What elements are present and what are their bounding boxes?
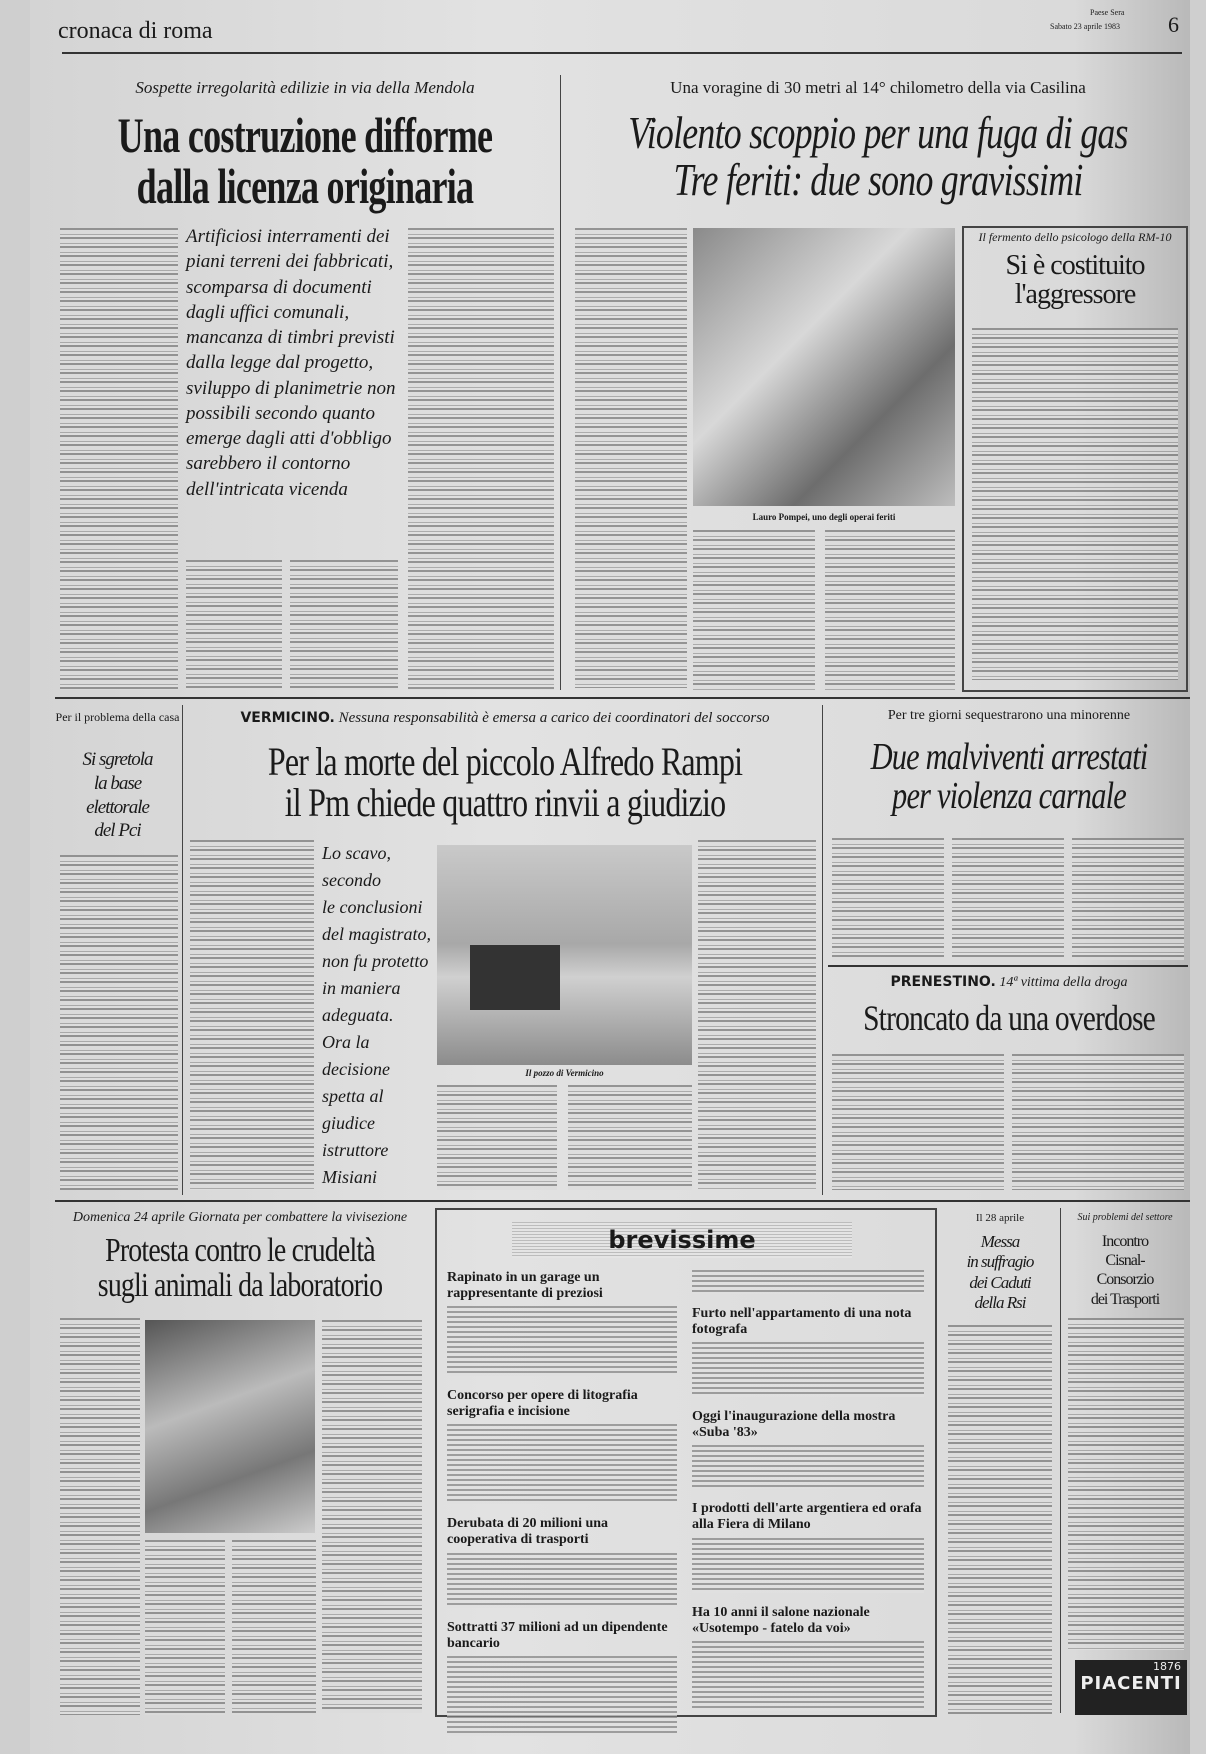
article-text: [145, 1540, 225, 1715]
headline-line: Due malviventi arrestati: [870, 736, 1148, 778]
headline: [964, 252, 1186, 309]
date: Sabato 23 aprile 1983: [1050, 22, 1120, 31]
headline-line: dalla licenza originaria: [136, 158, 474, 214]
article-text: [232, 1540, 316, 1715]
headline-line: il Pm chiede quattro rinvii a giudizio: [284, 779, 726, 825]
headline-line: Protesta contro le crudeltà: [105, 1232, 375, 1269]
photo-caption: Lauro Pompei, uno degli operai feriti: [752, 512, 896, 522]
article-text: [186, 560, 282, 690]
article-text: [1012, 1054, 1184, 1190]
kicker: Una voragine di 30 metri al 14° chilometro della via Casilina: [670, 78, 1086, 97]
article-text: [1072, 838, 1184, 960]
headline-line: Si è costituito: [1005, 250, 1145, 281]
headline: [190, 739, 820, 825]
article-text: [575, 228, 687, 688]
headline: [828, 738, 1190, 816]
masthead: Paese Sera: [1090, 8, 1125, 17]
article-text: [948, 1325, 1052, 1715]
brief-item: Furto nell'appartamento di una nota fotografa: [692, 1306, 924, 1397]
headline: [565, 107, 1190, 205]
article-text: [290, 560, 398, 690]
brevissime-col-left: [447, 1270, 677, 1748]
headline-line: sugli animali da laboratorio: [97, 1266, 383, 1304]
kicker: [828, 974, 1190, 991]
headline: [828, 1000, 1190, 1037]
kicker-text: Nessuna responsabilità è emersa a carico dei coordinatori del soccorso: [338, 710, 770, 726]
section-title: cronaca di roma: [58, 18, 213, 44]
brief-item: I prodotti dell'arte argentiera ed orafa alla Fiera di Milano: [692, 1501, 924, 1592]
headline: [55, 748, 180, 843]
kicker: Il fermento dello psicologo della RM-10: [978, 230, 1172, 244]
section-rule: [55, 1200, 1190, 1202]
kicker: Sui problemi del settore: [1077, 1212, 1173, 1223]
kicker-label: PRENESTINO.: [890, 974, 996, 990]
brief-item: Sottratti 37 milioni ad un dipendente bancario: [447, 1620, 677, 1736]
header-rule: [62, 52, 1182, 54]
article-text: [952, 838, 1064, 960]
headline-line: Si sgretola: [82, 749, 153, 770]
article-text: [60, 228, 178, 690]
column-rule: [560, 75, 561, 690]
article-text: [408, 228, 554, 690]
deck: Lo scavo, secondo le conclusioni del magistrato, non fu protetto in maniera adeguata. Ora la decisione spetta al giudice istruttore Misiani: [322, 843, 432, 1187]
article-text: [832, 1054, 1004, 1190]
deck: Artificiosi interramenti dei piani terreni dei fabbricati, scomparsa di documenti dagli uffici comunali, mancanza di timbri previsti dalla legge dal progetto, sviluppo di planimetrie non possibili secondo quanto emerge dagli atti d'obbligo sarebbero il contorno dell'intricata vicenda: [186, 226, 396, 500]
kicker: Per tre giorni sequestrarono una minorenne: [887, 708, 1131, 723]
column-rule: [182, 705, 183, 1195]
brief-item: Ha 10 anni il salone nazionale «Usotempo - fatelo da voi»: [692, 1605, 924, 1711]
headline-line: la base: [93, 772, 142, 794]
brief-item: Concorso per opere di litografia serigrafia e incisione: [447, 1388, 677, 1504]
brief-item: Rapinato in un garage un rappresentante di preziosi: [447, 1270, 677, 1376]
article-text: [698, 840, 816, 1190]
kicker: Sospette irregolarità edilizie in via della Mendola: [135, 78, 475, 97]
kicker: Domenica 24 aprile Giornata per combattere la vivisezione: [72, 1210, 408, 1225]
photo-injured-worker: [693, 228, 955, 506]
brevissime-box: [435, 1208, 937, 1717]
ad-year: 1876: [1153, 1660, 1181, 1673]
kicker: [190, 710, 820, 727]
kicker: Per il problema della casa: [55, 710, 180, 724]
kicker-text: 14ª vittima della droga: [999, 975, 1128, 990]
brevissime-title: brevissime: [512, 1222, 852, 1258]
piacenti-ad: [1075, 1660, 1187, 1715]
headline-line: del Pci: [94, 820, 141, 842]
headline-line: per violenza carnale: [892, 774, 1126, 817]
photo-caption: Il pozzo di Vermicino: [525, 1068, 604, 1078]
headline-line: elettorale: [86, 796, 149, 818]
brief-item: Oggi l'inaugurazione della mostra «Suba '83»: [692, 1409, 924, 1489]
article-text: [972, 328, 1178, 680]
brevissime-col-right: [692, 1270, 924, 1723]
headline: Messa in suffragio dei Caduti della Rsi: [966, 1232, 1034, 1313]
headline-line: l'aggressore: [1014, 278, 1136, 310]
kicker: Il 28 aprile: [975, 1212, 1025, 1224]
headline-line: Violento scoppio per una fuga di gas: [627, 107, 1128, 158]
headline-line: Una costruzione difforme: [117, 107, 493, 163]
column-rule: [1060, 1208, 1061, 1713]
article-text: [568, 1085, 692, 1190]
ad-brand: PIACENTI: [1080, 1673, 1182, 1694]
well-structure: [470, 945, 560, 1010]
article-text: [60, 1318, 140, 1715]
article-text: [437, 1085, 557, 1190]
section-rule: [828, 965, 1188, 967]
headline: [55, 1234, 425, 1303]
section-rule: [55, 697, 1190, 699]
kicker-label: VERMICINO.: [240, 710, 335, 726]
article-text: [693, 530, 815, 690]
column-rule: [822, 705, 823, 1195]
photo-lab-animal: [145, 1320, 315, 1533]
article-text: [322, 1320, 422, 1713]
headline-line: Tre feriti: due sono gravissimi: [672, 153, 1083, 205]
page-number: 6: [1168, 12, 1179, 37]
headline: [55, 107, 555, 214]
brief-item: Derubata di 20 milioni una cooperativa di trasporti: [447, 1516, 677, 1607]
headline-line: Stroncato da una overdose: [863, 998, 1155, 1038]
article-text: [190, 840, 314, 1190]
article-text: [60, 855, 178, 1190]
article-text: [832, 838, 944, 960]
headline: Incontro Cisnal- Consorzio dei Trasporti: [1090, 1233, 1160, 1308]
article-text: [1068, 1318, 1184, 1650]
article-text: [825, 530, 955, 690]
headline-line: Per la morte del piccolo Alfredo Rampi: [267, 739, 743, 784]
sidebar-box: [962, 226, 1188, 692]
